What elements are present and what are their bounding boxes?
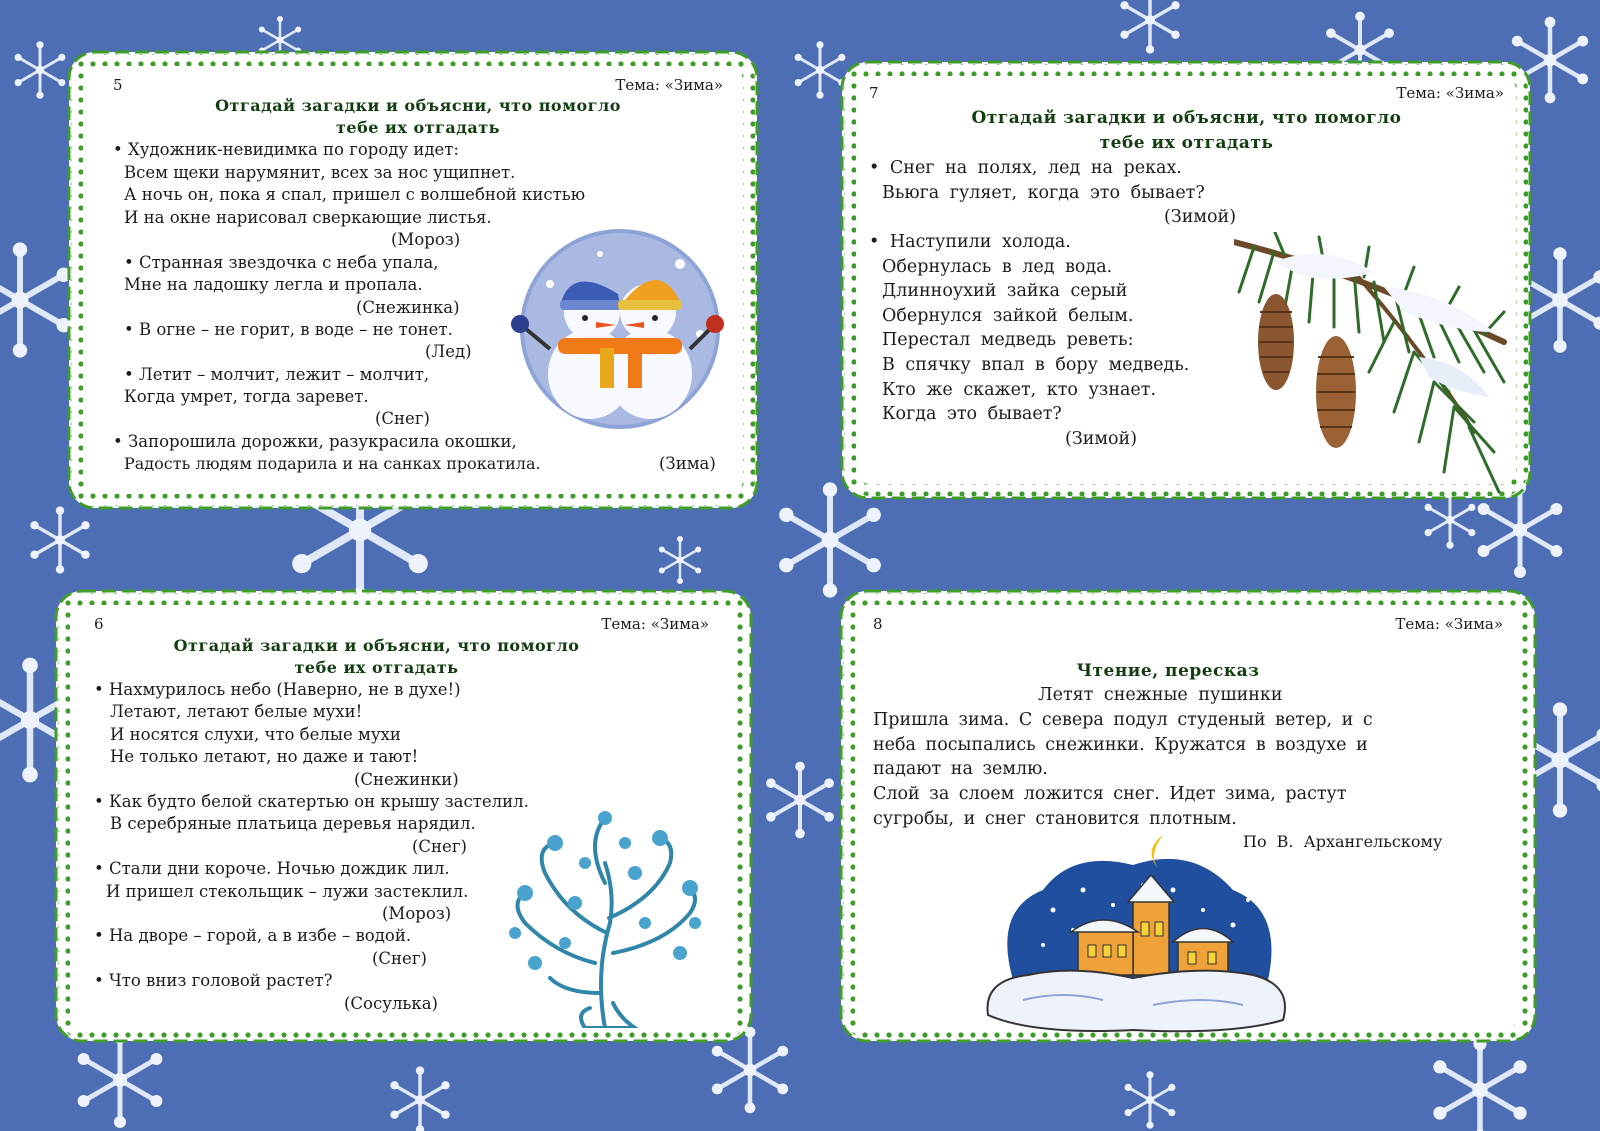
riddle-line: Обернулась в лед вода. [882,257,1113,277]
pine-branch-illustration [1234,232,1509,502]
riddle-line: Вьюга гуляет, когда это бывает? [882,183,1205,203]
riddle-line: • Художник-невидимка по городу идет: [113,140,459,159]
riddle-line: И носятся слухи, что белые мухи [110,725,401,744]
riddle-line: • Стали дни короче. Ночью дождик лил. [94,859,450,878]
riddle-line: Когда это бывает? [882,404,1062,424]
riddle-card-6 [50,585,757,1047]
card-title-line1: Отгадай загадки и объясни, что помогло [173,636,580,655]
card-theme: Тема: «Зима» [1396,84,1504,102]
card-number: 5 [113,76,123,94]
riddle-answer: (Зимой) [1065,429,1138,449]
riddle-line: Всем щеки нарумянит, всех за нос ущипнет. [124,163,516,182]
riddle-answer: (Снег) [375,409,430,428]
card-theme: Тема: «Зима» [601,615,709,633]
riddle-line: • Нахмурилось небо (Наверно, не в духе!) [94,680,461,699]
card-title: Чтение, пересказ [1076,661,1260,681]
riddle-answer: (Снег) [412,837,467,856]
story-line: Слой за слоем ложится снег. Идет зима, растут [873,784,1347,804]
snowy-house-illustration [983,830,1293,1040]
riddle-line: Длинноухий зайка серый [882,281,1128,301]
story-line: падают на землю. [873,759,1048,779]
card-title-line1: Отгадай загадки и объясни, что помогло [971,108,1402,128]
card-title-line2: тебе их отгадать [1099,133,1274,153]
riddle-line: • Наступили холода. [869,232,1071,252]
riddle-line: И на окне нарисовал сверкающие листья. [124,208,492,227]
riddle-line: • Снег на полях, лед на реках. [869,158,1182,178]
riddle-line: • Странная звездочка с неба упала, [124,253,439,272]
riddle-card-5 [63,46,763,514]
snowmen-illustration [510,224,730,434]
story-author: По В. Архангельскому [1243,832,1443,851]
snowflake-tree-illustration [495,803,720,1028]
riddle-line: • В огне – не горит, в воде – не тонет. [124,320,453,339]
card-number: 6 [94,615,104,633]
story-line: Пришла зима. С севера подул студеный ветер, и с [873,710,1373,730]
riddle-line: В серебряные платьица деревья нарядил. [110,814,476,833]
riddle-line: • Что вниз головой растет? [94,971,333,990]
riddle-line: А ночь он, пока я спал, пришел с волшебной кистью [124,185,586,204]
riddle-answer: (Снег) [372,949,427,968]
riddle-line: • Как будто белой скатертью он крышу застелил. [94,792,529,811]
riddle-card-7 [836,56,1536,504]
riddle-answer: (Мороз) [382,904,452,923]
riddle-line: Радость людям подарила и на санках прокатила. [124,454,541,473]
riddle-line: • Запорошила дорожки, разукрасила окошки, [113,432,517,451]
riddle-answer: (Снежинки) [354,770,459,789]
card-theme: Тема: «Зима» [615,76,723,94]
reading-card-8 [835,585,1541,1047]
riddle-line: Когда умрет, тогда заревет. [124,387,369,406]
story-line: неба посыпались снежинки. Кружатся в воздухе и [873,735,1368,755]
story-line: сугробы, и снег становится плотным. [873,809,1237,829]
riddle-answer: (Сосулька) [344,994,438,1013]
riddle-line: Летают, летают белые мухи! [110,702,363,721]
card-theme: Тема: «Зима» [1395,615,1503,633]
riddle-answer: (Зимой) [1164,207,1237,227]
riddle-line: Перестал медведь реветь: [882,330,1134,350]
riddle-line: Обернулся зайкой белым. [882,306,1134,326]
card-number: 7 [869,84,879,102]
riddle-line: Кто же скажет, кто узнает. [882,380,1157,400]
riddle-line: В спячку впал в бору медведь. [882,355,1190,375]
riddle-line: Мне на ладошку легла и пропала. [124,275,423,294]
story-title: Летят снежные пушинки [1038,685,1283,705]
riddle-line: Не только летают, но даже и тают! [110,747,419,766]
riddle-answer: (Снежинка) [356,298,460,317]
riddle-answer: (Лед) [425,342,472,361]
card-title-line2: тебе их отгадать [294,658,459,677]
riddle-line: • Летит – молчит, лежит – молчит, [124,365,430,384]
card-title-line2: тебе их отгадать [335,118,501,137]
card-number: 8 [873,615,883,633]
riddle-line: • На дворе – горой, а в избе – водой. [94,926,412,945]
riddle-answer: (Мороз) [391,230,461,249]
riddle-line: И пришел стекольщик – лужи застеклил. [106,882,469,901]
card-title-line1: Отгадай загадки и объясни, что помогло [215,96,621,115]
riddle-answer: (Зима) [659,454,716,473]
